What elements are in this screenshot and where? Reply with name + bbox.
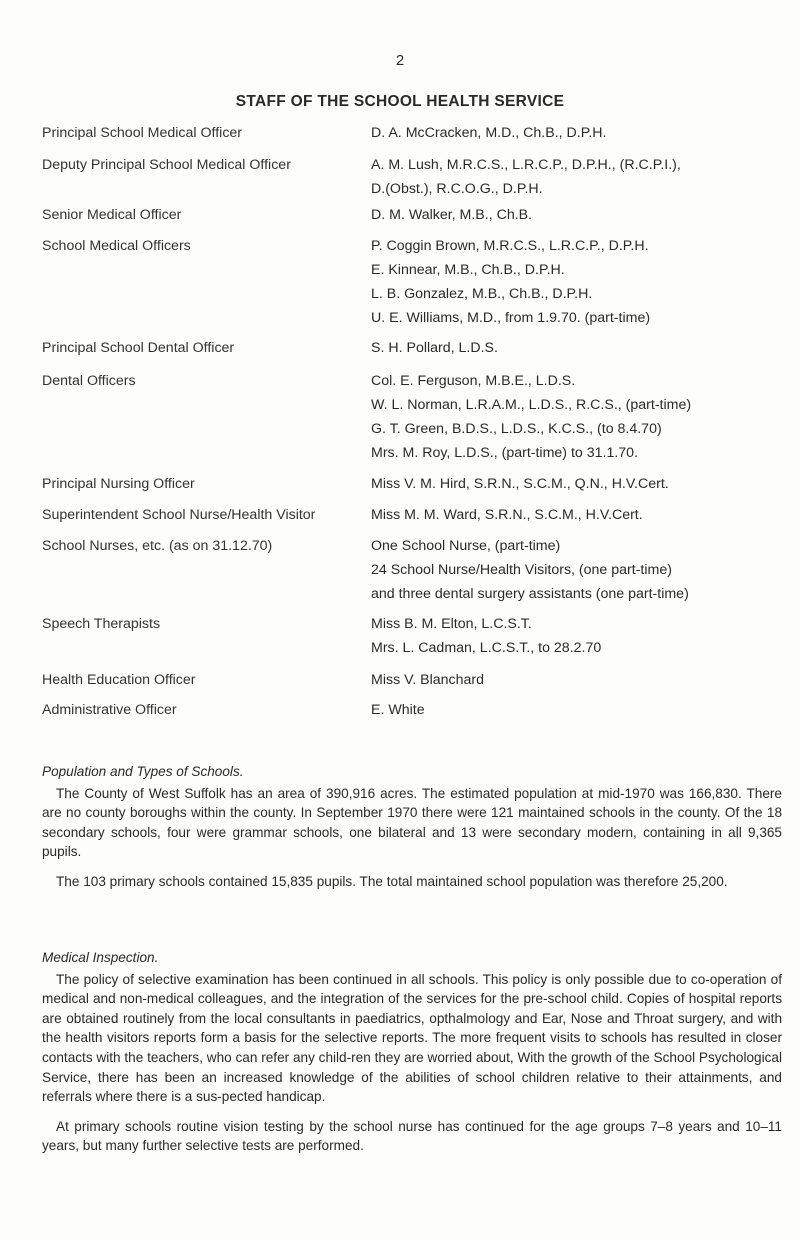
staff-role: Health Education Officer xyxy=(42,672,196,688)
staff-names xyxy=(371,340,791,364)
staff-names xyxy=(371,616,791,664)
staff-names xyxy=(371,207,791,231)
section-title: Population and Types of Schools. xyxy=(42,764,244,779)
staff-names xyxy=(371,157,791,205)
population-section xyxy=(42,762,782,902)
staff-name: Miss B. M. Elton, L.C.S.T. xyxy=(371,616,532,632)
staff-role: Speech Therapists xyxy=(42,616,161,632)
staff-name: W. L. Norman, L.R.A.M., L.D.S., R.C.S., (part-time) xyxy=(371,397,692,413)
staff-name: G. T. Green, B.D.S., L.D.S., K.C.S., (to 8.4.70) xyxy=(371,421,662,437)
staff-name: P. Coggin Brown, M.R.C.S., L.R.C.P., D.P.H. xyxy=(371,238,649,254)
staff-names xyxy=(371,238,791,334)
paragraph: The policy of selective examination has been continued in all schools. This policy is only possible due to co-operation of medical and non-medical colleagues, and the integration of the services for the pre-school child. Copies of hospital reports are obtained routinely from the local consultants in paediatrics, opthalmology and Ear, Nose and Throat surgery, and with the health visitors reports form a basis for the selective reports. The more frequent visits to schools has resulted in closer contacts with the teachers, who can refer any child-ren they are worried about, With the growth of the School Psychological Service, there has been an increased knowledge of the abilities of school children relative to their attainments, and referrals where there is a sus-pected handicap. xyxy=(42,971,782,1105)
staff-names xyxy=(371,476,791,500)
paragraph: At primary schools routine vision testing by the school nurse has continued for the age groups 7–8 years and 10–11 years, but many further selective tests are performed. xyxy=(42,1118,782,1154)
staff-names xyxy=(371,538,791,610)
staff-name: Mrs. M. Roy, L.D.S., (part-time) to 31.1.70. xyxy=(371,445,639,461)
staff-names xyxy=(371,125,791,149)
staff-role: Deputy Principal School Medical Officer xyxy=(42,157,291,173)
staff-name: Miss V. Blanchard xyxy=(371,672,485,688)
section-title: Medical Inspection. xyxy=(42,950,159,965)
staff-role: School Nurses, etc. (as on 31.12.70) xyxy=(42,538,273,554)
staff-names xyxy=(371,702,791,726)
staff-name: and three dental surgery assistants (one part-time) xyxy=(371,586,689,602)
staff-name: U. E. Williams, M.D., from 1.9.70. (part-time) xyxy=(371,310,651,326)
staff-name: One School Nurse, (part-time) xyxy=(371,538,561,554)
staff-role: Administrative Officer xyxy=(42,702,177,718)
staff-name: D. M. Walker, M.B., Ch.B. xyxy=(371,207,533,223)
staff-role: Principal School Medical Officer xyxy=(42,125,243,141)
staff-name: A. M. Lush, M.R.C.S., L.R.C.P., D.P.H., (R.C.P.I.), xyxy=(371,157,681,173)
staff-name: L. B. Gonzalez, M.B., Ch.B., D.P.H. xyxy=(371,286,593,302)
staff-names xyxy=(371,507,791,531)
staff-names xyxy=(371,672,791,696)
staff-name: S. H. Pollard, L.D.S. xyxy=(371,340,498,356)
staff-role: Principal Nursing Officer xyxy=(42,476,195,492)
page-number: 2 xyxy=(395,52,405,69)
paragraph: The 103 primary schools contained 15,835 pupils. The total maintained school population was therefore 25,200. xyxy=(56,873,728,889)
staff-name: Miss M. M. Ward, S.R.N., S.C.M., H.V.Cert. xyxy=(371,507,643,523)
staff-name: D. A. McCracken, M.D., Ch.B., D.P.H. xyxy=(371,125,607,141)
page-title: STAFF OF THE SCHOOL HEALTH SERVICE xyxy=(235,93,565,110)
staff-name: E. Kinnear, M.B., Ch.B., D.P.H. xyxy=(371,262,565,278)
medical-inspection-section xyxy=(42,948,782,1166)
staff-role: Superintendent School Nurse/Health Visitor xyxy=(42,507,316,523)
staff-role: Principal School Dental Officer xyxy=(42,340,235,356)
staff-name: Miss V. M. Hird, S.R.N., S.C.M., Q.N., H.V.Cert. xyxy=(371,476,669,492)
staff-name: D.(Obst.), R.C.O.G., D.P.H. xyxy=(371,181,543,197)
paragraph: The County of West Suffolk has an area of 390,916 acres. The estimated population at mid-1970 was 166,830. There are no county boroughs within the county. In September 1970 there were 121 maintained schools in the county. Of the 18 secondary schools, four were grammar schools, one bilateral and 13 were secondary modern, containing in all 9,365 pupils. xyxy=(42,785,782,860)
staff-names xyxy=(371,373,791,469)
staff-role: Senior Medical Officer xyxy=(42,207,182,223)
staff-name: Col. E. Ferguson, M.B.E., L.D.S. xyxy=(371,373,576,389)
staff-name: 24 School Nurse/Health Visitors, (one part-time) xyxy=(371,562,672,578)
staff-role: School Medical Officers xyxy=(42,238,191,254)
staff-role: Dental Officers xyxy=(42,373,136,389)
staff-name: E. White xyxy=(371,702,425,718)
staff-name: Mrs. L. Cadman, L.C.S.T., to 28.2.70 xyxy=(371,640,602,656)
